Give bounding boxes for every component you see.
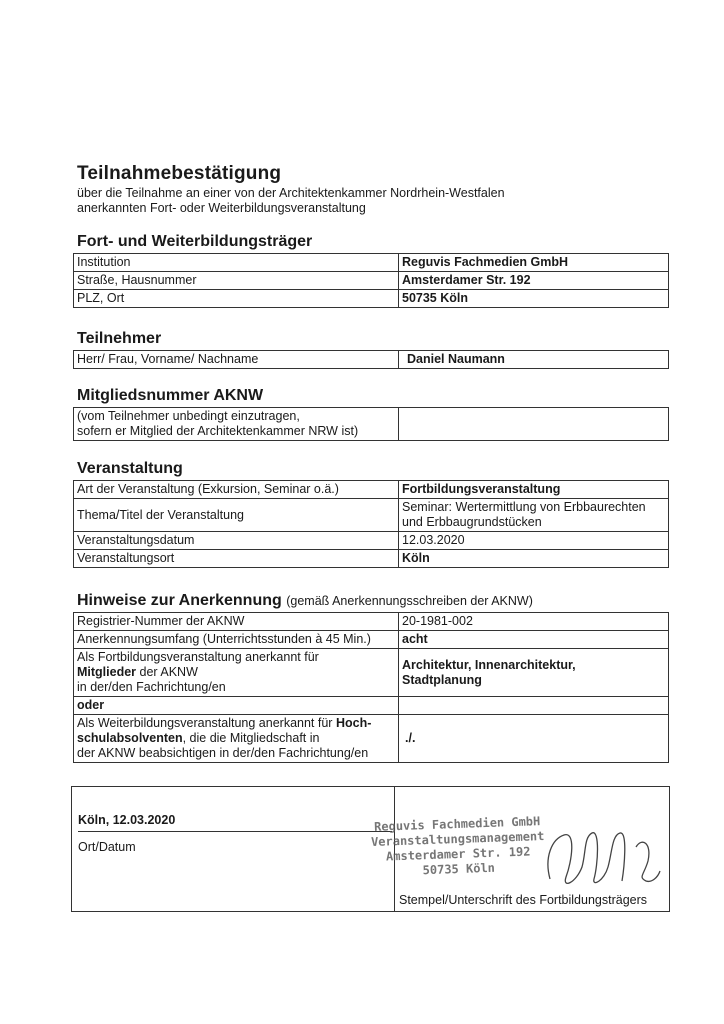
table-row: [74, 532, 669, 550]
institution-label: Institution: [74, 254, 399, 272]
veranstaltung-table: [73, 480, 669, 568]
ort-datum-label: Ort/Datum: [78, 840, 136, 854]
oder-label: oder: [74, 697, 399, 715]
member-number-label: [74, 408, 399, 441]
table-row: [74, 613, 669, 631]
section-heading-teilnehmer: Teilnehmer: [77, 330, 162, 347]
mitglied-table: [73, 407, 669, 441]
table-row: [74, 550, 669, 568]
institution-value: Reguvis Fachmedien GmbH: [399, 254, 669, 272]
weiterbildung-l2-bold: schulabsolventen: [77, 731, 183, 745]
scope-value: acht: [399, 631, 669, 649]
weiterbildung-line-2: [77, 731, 395, 746]
table-row: [74, 631, 669, 649]
weiterbildung-l1-bold: Hoch-: [335, 716, 372, 730]
event-date-label: Veranstaltungsdatum: [74, 532, 399, 550]
table-row: [74, 649, 669, 697]
weiterbildung-value: ./.: [399, 715, 669, 763]
event-type-value: Fortbildungsveranstaltung: [399, 481, 669, 499]
fortbildung-value: [399, 649, 669, 697]
signature-box: [71, 786, 670, 912]
intro-text: [77, 186, 637, 216]
weiterbildung-l2: , die die Mitgliedschaft in: [182, 731, 320, 745]
oder-value: [399, 697, 669, 715]
section-heading-hinweise: [77, 592, 533, 610]
weiterbildung-label: [74, 715, 399, 763]
event-title-label: Thema/Titel der Veranstaltung: [74, 499, 399, 532]
intro-line-1: über die Teilnahme an einer von der Architektenkammer Nordrhein-Westfalen: [77, 186, 505, 200]
stamp-line-4: 50735 Köln: [422, 860, 496, 878]
weiterbildung-l1: Als Weiterbildungsveranstaltung anerkannt für: [77, 716, 336, 730]
member-number-value: [399, 408, 669, 441]
weiterbildung-line-1: [77, 716, 395, 731]
event-type-label: Art der Veranstaltung (Exkursion, Seminar o.ä.): [74, 481, 399, 499]
table-row: [74, 254, 669, 272]
table-row: [74, 290, 669, 308]
fortbildung-rest: der AKNW: [136, 665, 198, 679]
company-stamp: [357, 814, 559, 881]
signature-caption: Stempel/Unterschrift des Fortbildungsträgers: [399, 893, 648, 907]
table-row: [74, 408, 669, 441]
stamp-line-1: Reguvis Fachmedien GmbH: [373, 814, 541, 834]
registration-value: 20-1981-002: [399, 613, 669, 631]
table-row: [74, 351, 669, 369]
table-row: [74, 272, 669, 290]
city-label: PLZ, Ort: [74, 290, 399, 308]
fortbildung-line-1: Als Fortbildungsveranstaltung anerkannt für: [77, 650, 319, 664]
signature-date: Köln, 12.03.2020: [78, 813, 176, 827]
registration-label: Registrier-Nummer der AKNW: [74, 613, 399, 631]
document-title: Teilnahmebestätigung: [77, 163, 282, 184]
teilnehmer-table: [73, 350, 669, 369]
date-underline: [78, 831, 392, 832]
fortbildung-line-2: [77, 665, 395, 680]
intro-line-2: anerkannten Fort- oder Weiterbildungsveranstaltung: [77, 201, 366, 215]
street-label: Straße, Hausnummer: [74, 272, 399, 290]
weiterbildung-line-3: der AKNW beabsichtigen in der/den Fachrichtung/en: [77, 746, 369, 760]
street-value: Amsterdamer Str. 192: [399, 272, 669, 290]
event-location-value: Köln: [399, 550, 669, 568]
event-location-label: Veranstaltungsort: [74, 550, 399, 568]
table-row: [74, 715, 669, 763]
hinweise-heading: Hinweise zur Anerkennung: [77, 592, 282, 609]
table-row: [74, 481, 669, 499]
traeger-table: [73, 253, 669, 308]
member-label-line-2: sofern er Mitglied der Architektenkammer NRW ist): [77, 424, 359, 438]
stamp-line-3: Amsterdamer Str. 192: [385, 844, 531, 864]
fortbildung-members: Mitglieder: [77, 665, 137, 679]
section-heading-traeger: Fort- und Weiterbildungsträger: [77, 233, 313, 250]
hinweise-subheading: (gemäß Anerkennungsschreiben der AKNW): [286, 594, 533, 608]
fortbildung-label: [74, 649, 399, 697]
participant-name: Daniel Naumann: [399, 351, 669, 369]
table-row: [74, 697, 669, 715]
city-value: 50735 Köln: [399, 290, 669, 308]
hinweise-table: [73, 612, 669, 763]
fortbildung-value-line-1: Architektur, Innenarchitektur,: [402, 657, 576, 672]
section-heading-veranstaltung: Veranstaltung: [77, 460, 183, 477]
handwritten-signature: [542, 817, 662, 897]
fortbildung-value-line-2: Stadtplanung: [402, 672, 482, 687]
participant-label: Herr/ Frau, Vorname/ Nachname: [74, 351, 399, 369]
stamp-line-2: Veranstaltungsmanagement: [370, 828, 545, 850]
scope-label: Anerkennungsumfang (Unterrichtsstunden à 45 Min.): [74, 631, 399, 649]
table-row: [74, 499, 669, 532]
event-date-value: 12.03.2020: [399, 532, 669, 550]
event-title-value: Seminar: Wertermittlung von Erbbaurechten und Erbbaugrundstücken: [399, 499, 669, 532]
section-heading-mitglied: Mitgliedsnummer AKNW: [77, 387, 264, 404]
fortbildung-line-3: in der/den Fachrichtung/en: [77, 680, 226, 694]
member-label-line-1: (vom Teilnehmer unbedingt einzutragen,: [77, 409, 300, 423]
